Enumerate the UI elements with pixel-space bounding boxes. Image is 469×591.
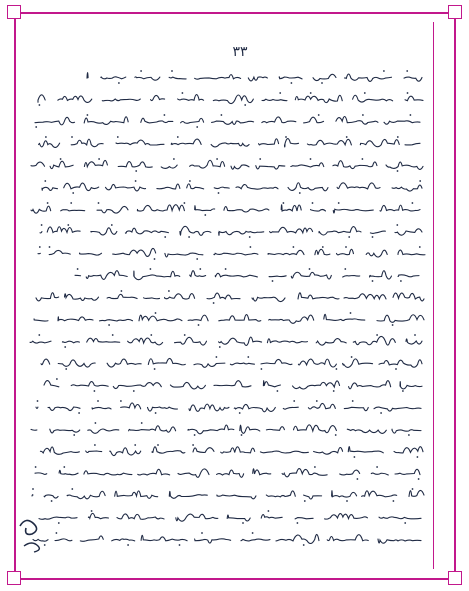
handwritten-line <box>38 246 425 260</box>
handwritten-line <box>41 356 422 370</box>
handwritten-line <box>32 488 424 502</box>
handwritten-line <box>40 224 422 238</box>
handwritten-line <box>44 378 422 392</box>
handwritten-line <box>31 158 423 172</box>
handwritten-line <box>42 180 422 194</box>
handwritten-line <box>34 312 424 326</box>
handwritten-line <box>36 290 424 304</box>
handwritten-line <box>33 532 421 546</box>
handwritten-line <box>40 444 423 458</box>
handwritten-line <box>39 510 421 524</box>
handwritten-line <box>39 136 420 147</box>
margin-mark <box>14 512 54 562</box>
handwritten-line <box>87 70 422 84</box>
handwritten-line <box>31 202 420 216</box>
handwritten-line <box>75 268 419 282</box>
handwritten-line <box>35 114 420 128</box>
handwritten-line <box>31 422 421 436</box>
page-number: ۳۳ <box>232 44 248 60</box>
handwritten-line <box>36 400 421 414</box>
handwritten-line <box>30 334 422 348</box>
handwritten-line <box>35 466 420 480</box>
handwritten-line <box>38 92 423 106</box>
